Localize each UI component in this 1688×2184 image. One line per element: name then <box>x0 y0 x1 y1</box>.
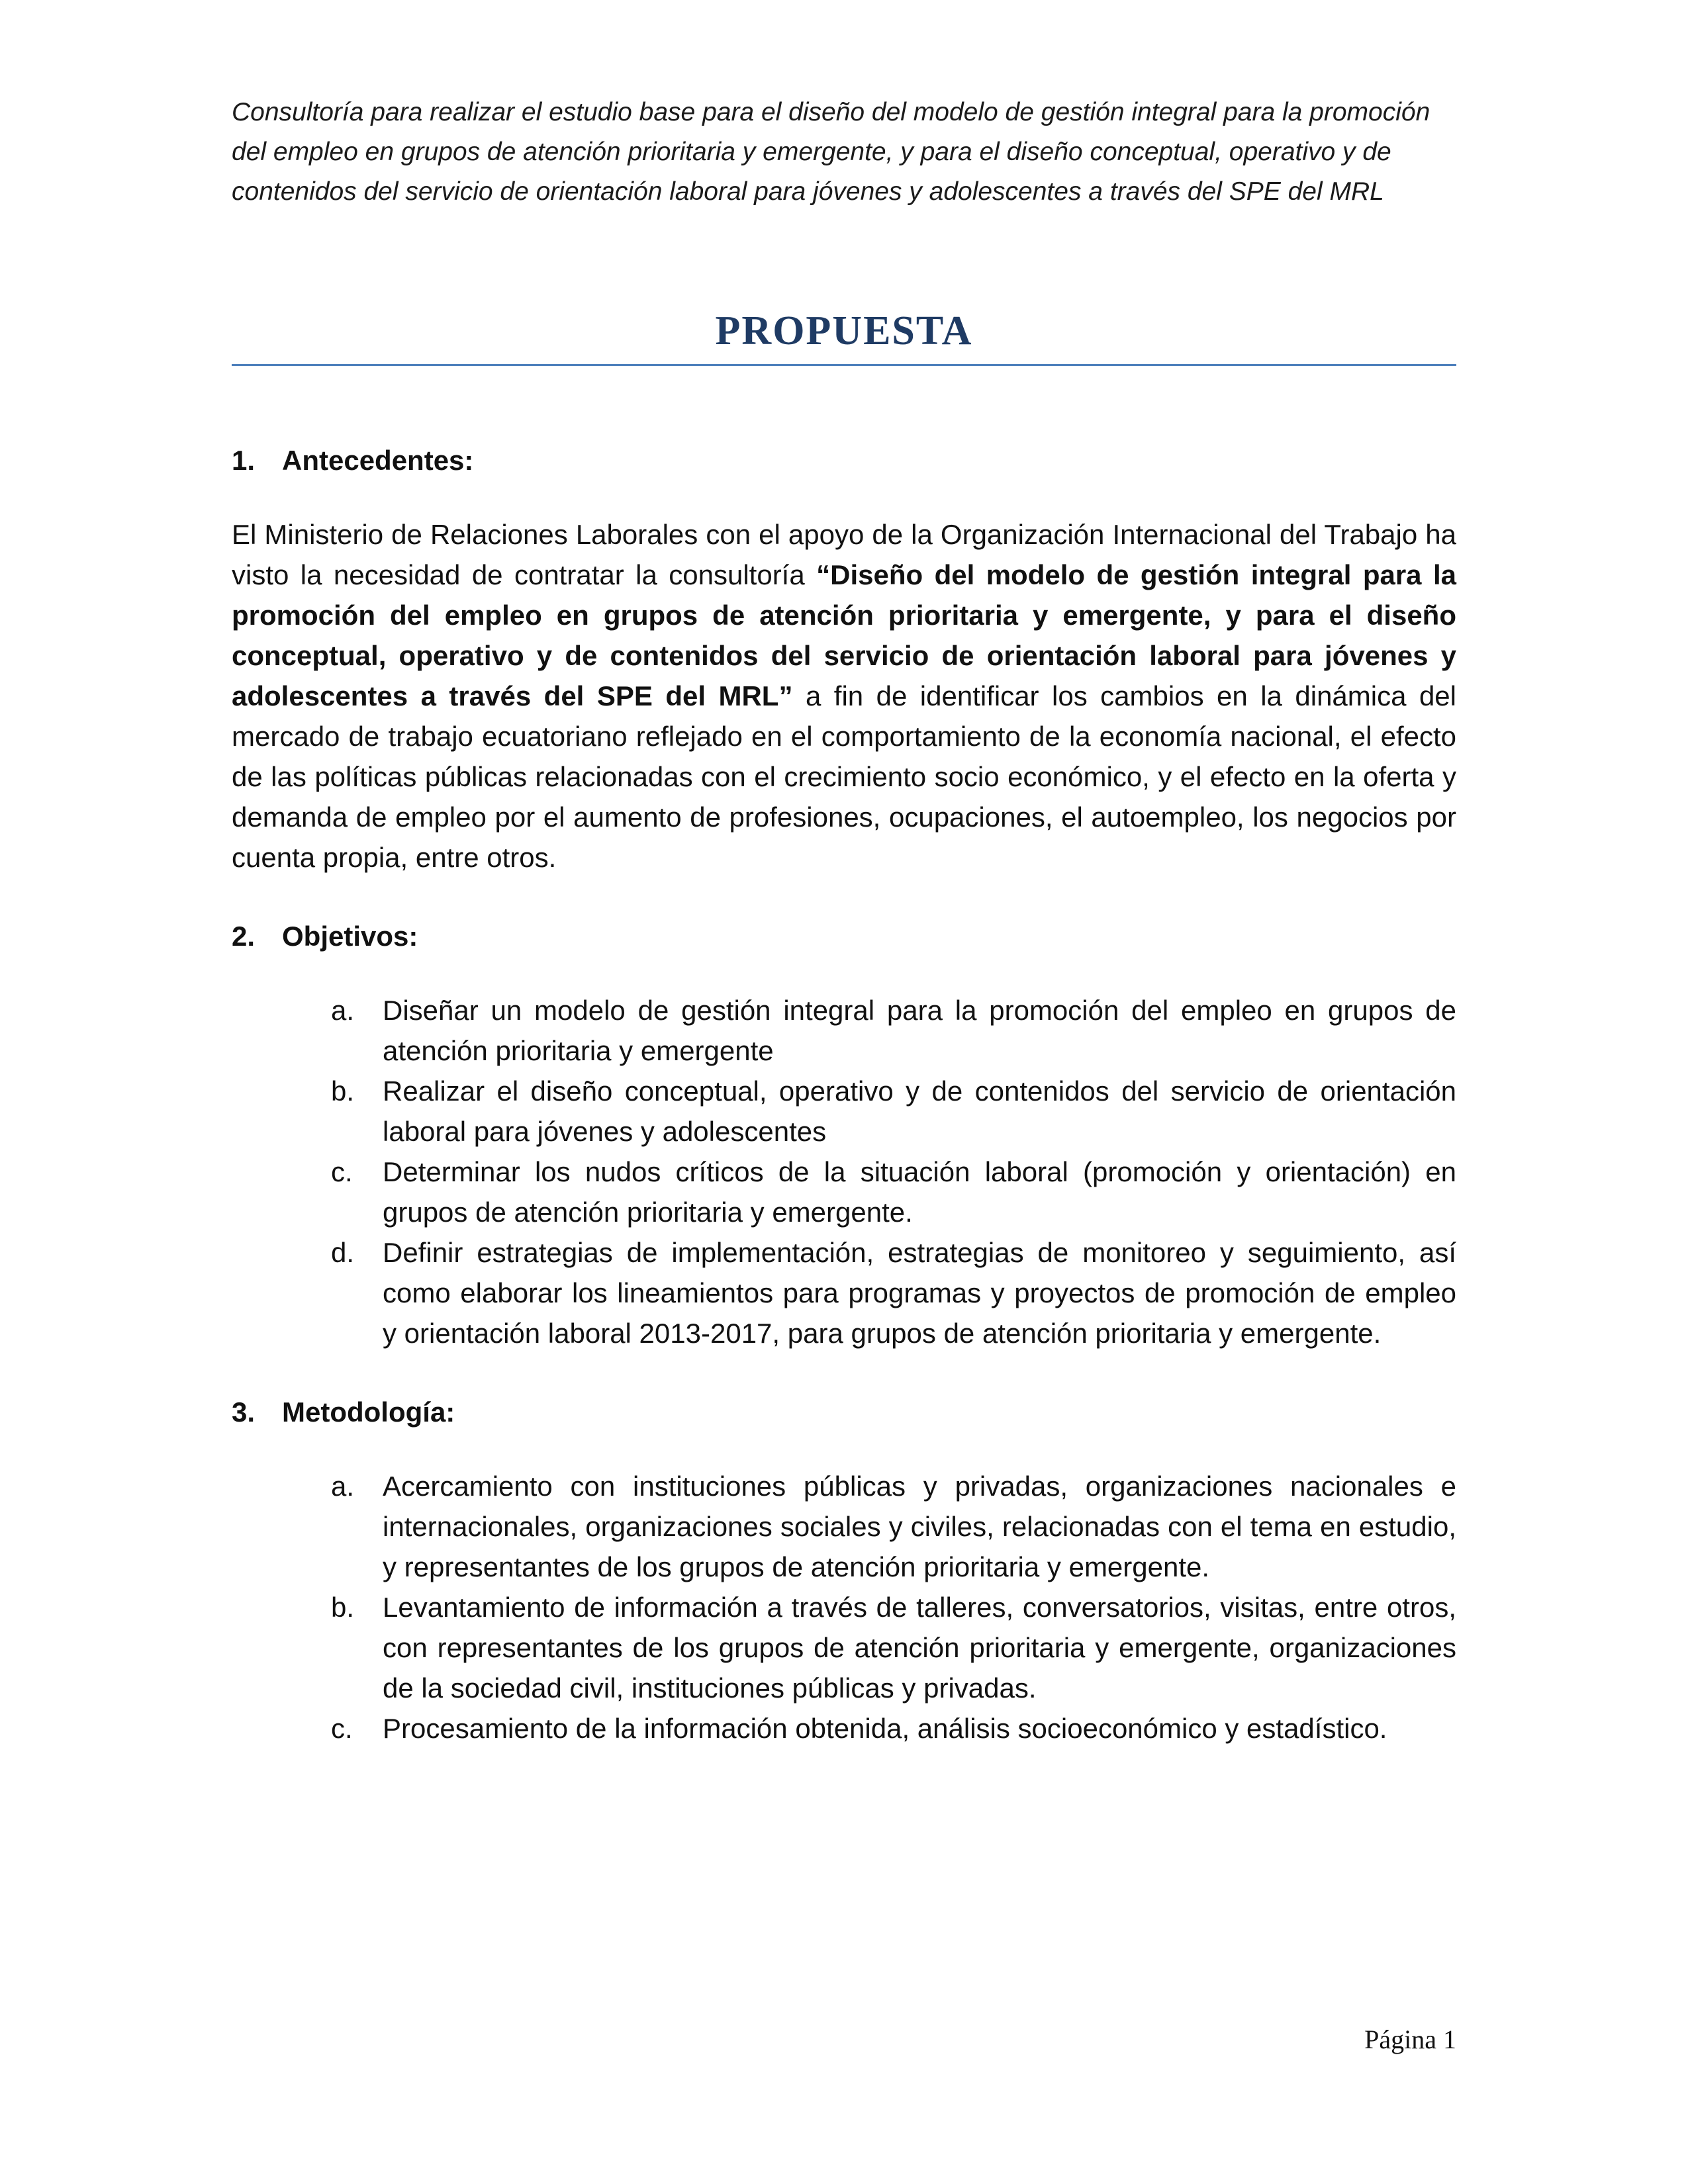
list-item-text: Procesamiento de la información obtenida, análisis socioeconómico y estadístico. <box>383 1713 1387 1744</box>
list-item <box>331 990 1456 1071</box>
document-title: PROPUESTA <box>715 308 973 353</box>
section-heading-objetivos <box>232 916 1456 957</box>
title-block <box>232 304 1456 366</box>
page-number: Página 1 <box>1364 2025 1456 2054</box>
section-title: Antecedentes: <box>282 445 474 476</box>
antecedentes-paragraph <box>232 514 1456 878</box>
list-marker: b. <box>331 1075 355 1107</box>
list-item <box>331 1466 1456 1587</box>
list-marker: c. <box>331 1713 353 1744</box>
document-page <box>232 93 1456 1749</box>
list-item-text: Determinar los nudos críticos de la situación laboral (promoción y orientación) en grupos de atención prioritaria y emergente. <box>383 1156 1456 1228</box>
list-marker: c. <box>331 1156 353 1187</box>
section-heading-antecedentes <box>232 440 1456 481</box>
list-item <box>331 1071 1456 1152</box>
running-header: Consultoría para realizar el estudio base para el diseño del modelo de gestión integral para la promoción del empleo en grupos de atención prioritaria y emergente, y para el diseño conceptual, operativo y de contenidos del servicio de orientación laboral para jóvenes y adolescentes a través del SPE del MRL <box>232 98 1430 206</box>
section-title: Metodología: <box>282 1396 455 1428</box>
consultancy-title: “Diseño del modelo de gestión integral para la promoción del empleo en grupos de atención prioritaria y emergente, y para el diseño conceptual, operativo y de contenidos del servicio de orientación laboral para jóvenes y adolescentes a través del SPE del MRL” <box>232 559 1456 711</box>
list-item-text: Realizar el diseño conceptual, operativo y de contenidos del servicio de orientación laboral para jóvenes y adolescentes <box>383 1075 1456 1147</box>
list-item <box>331 1152 1456 1232</box>
list-item-text: Definir estrategias de implementación, estrategias de monitoreo y seguimiento, así como elaborar los lineamientos para programas y proyectos de promoción de empleo y orientación laboral 2013-2017, para grupos de atención prioritaria y emergente. <box>383 1237 1456 1349</box>
paragraph-intro: El Ministerio de Relaciones Laborales con el apoyo de la Organización Internacional del Trabajo ha visto la necesidad de contratar la consultoría <box>232 519 1456 590</box>
list-marker: b. <box>331 1592 355 1623</box>
list-item <box>331 1232 1456 1353</box>
list-item-text: Diseñar un modelo de gestión integral para la promoción del empleo en grupos de atención prioritaria y emergente <box>383 995 1456 1066</box>
metodologia-list <box>232 1466 1456 1749</box>
list-marker: a. <box>331 995 355 1026</box>
paragraph-rest: a fin de identificar los cambios en la dinámica del mercado de trabajo ecuatoriano reflejado en el comportamiento de la economía nacional, el efecto de las políticas públicas relacionadas con el crecimiento socio económico, y el efecto en la oferta y demanda de empleo por el aumento de profesiones, ocupaciones, el autoempleo, los negocios por cuenta propia, entre otros. <box>232 680 1456 873</box>
section-number: 3. <box>232 1396 256 1428</box>
section-number: 2. <box>232 921 256 952</box>
section-title: Objetivos: <box>282 921 418 952</box>
list-item-text: Acercamiento con instituciones públicas y privadas, organizaciones nacionales e internacionales, organizaciones sociales y civiles, relacionadas con el tema en estudio, y representantes de los grupos de atención prioritaria y emergente. <box>383 1471 1456 1582</box>
list-marker: d. <box>331 1237 355 1268</box>
list-item-text: Levantamiento de información a través de talleres, conversatorios, visitas, entre otros, con representantes de los grupos de atención prioritaria y emergente, organizaciones de la sociedad civil, instituciones públicas y privadas. <box>383 1592 1456 1704</box>
section-number: 1. <box>232 445 256 476</box>
list-marker: a. <box>331 1471 355 1502</box>
section-heading-metodologia <box>232 1392 1456 1433</box>
title-underline <box>232 364 1456 366</box>
list-item <box>331 1708 1456 1749</box>
objetivos-list <box>232 990 1456 1353</box>
list-item <box>331 1587 1456 1708</box>
